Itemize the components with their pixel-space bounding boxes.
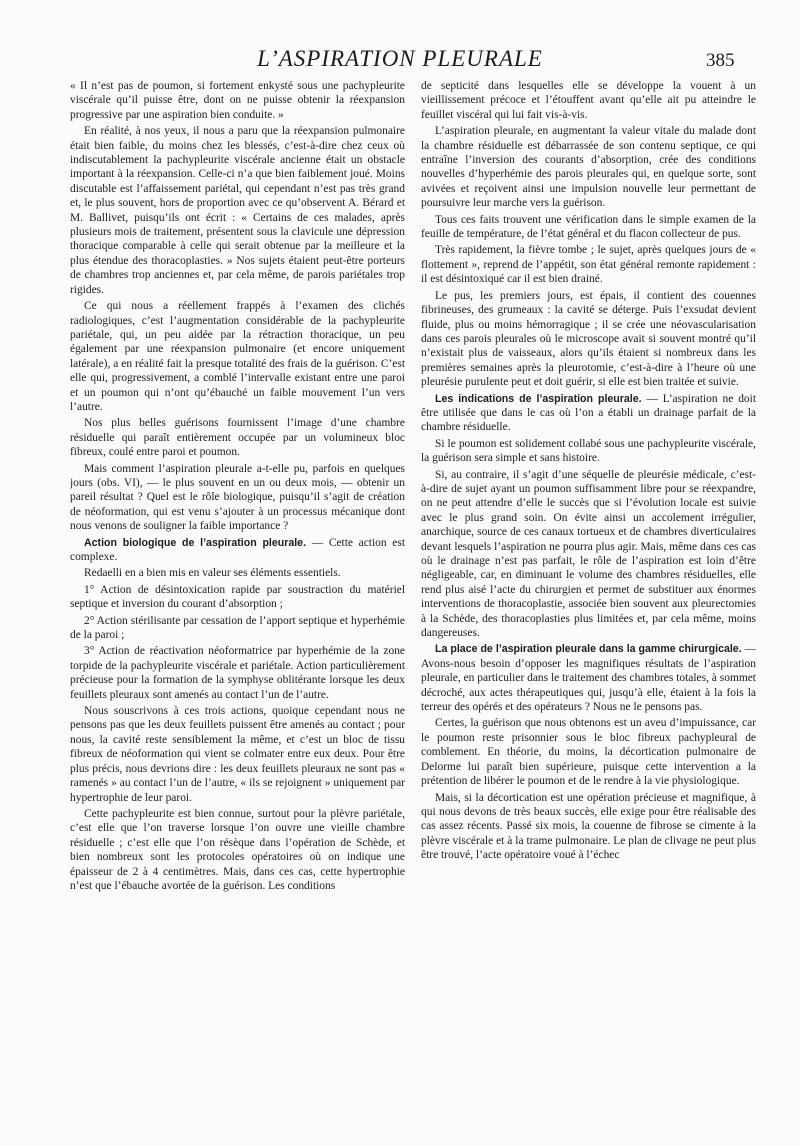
paragraph-text: 3° Action de réactivation néoformatrice par hyperhémie de la zone torpide de la pachypleurite viscérale et pariétale. Action particulièrement précieuse pour la formation de la symphyse oblitérante lorsque les deux feuillets pleuraux sont amenés au contact l’un de l’autre. — [70, 645, 405, 701]
paragraph — [70, 536, 405, 565]
paragraph-text: Tous ces faits trouvent une vérification dans le simple examen de la feuille de température, de l’état général et du flacon collecteur de pus. — [421, 213, 756, 241]
paragraph — [421, 213, 756, 242]
paragraph — [421, 468, 756, 641]
paragraph — [421, 437, 756, 466]
paragraph-text: Nos plus belles guérisons fournissent l’image d’une chambre résiduelle qui paraît entièrement occupée par un volumineux bloc fibreux, coulé entre paroi et poumon. — [70, 417, 405, 459]
paragraph — [70, 807, 405, 893]
paragraph — [421, 124, 756, 210]
paragraph-text: — Cette action est complexe. — [70, 536, 405, 563]
page-number: 385 — [706, 50, 735, 71]
paragraph — [421, 243, 756, 286]
paragraph — [70, 462, 405, 534]
paragraph-text: 1° Action de désintoxication rapide par soustraction du matériel septique et inversion du courant d’absorption ; — [70, 583, 405, 611]
paragraph-text: Le pus, les premiers jours, est épais, il contient des couennes fibrineuses, des grumeaux : la cavité se déterge. Puis l’exsudat devient fluide, plus ou moins hémorragique ; il se crée une néovascularisation dans ces parois pleurales où le microscope avait si souvent montré qu’il n’existait plus de vaisseaux, alors qu’ils étaient si nombreux dans les premières semaines après la pleurotomie, c’est-à-dire à l’heure où une pleurésie purulente peut et doit guérir, si elle est bien traitée et suivie. — [421, 289, 756, 389]
paragraph-text: Si, au contraire, il s’agit d’une séquelle de pleurésie médicale, c’est-à-dire de sujet ayant un poumon suffisamment libre pour se réexpandre, on ne peut attendre d’elle le succès que si l’évolution locale est suivie avec le plus grand soin. On évite ainsi un accolement irrégulier, anarchique, source de ces canaux tortueux et de chambres diverticulaires devant lesquels l’aspiration ne pourra plus agir. Mais, même dans ces cas où le drainage n’est pas parfait, le rôle de l’aspiration est loin d’être négligeable, car, en diminuant le volume des chambres résiduelles, elle rend plus aisé l’acte du chirurgien et permet de substituer aux énormes interventions de thoracoplastie, associée bien souvent aux pleurectomies à la Schède, des thoracoplasties plus limitées et, par cela même, moins dangereuses. — [421, 468, 756, 640]
paragraph — [421, 289, 756, 390]
paragraph-text: L’aspiration pleurale, en augmentant la valeur vitale du malade dont la chambre résiduelle est débarrassée de son contenu septique, ce qui entraîne l’inversion des courants d’absorption, crée des conditions nouvelles d’hyperhémie des parois pleurales qui, en quelque sorte, sont avivées et reçoivent ainsi une impulsion nouvelle leur permettant de poursuivre leur marche vers la guérison. — [421, 125, 756, 210]
paragraph-text: 2° Action stérilisante par cessation de l’apport septique et hyperhémie de la paroi ; — [70, 614, 405, 642]
paragraph-text: Certes, la guérison que nous obtenons est un aveu d’impuissance, car le poumon reste prisonnier sous le bloc fibreux pachypleural de comblement. En théorie, du moins, la décortication pulmonaire de Delorme lui paraît bien supérieure, puisque cette intervention a la prétention de libérer le poumon et de le rendre à la vie physiologique. — [421, 717, 756, 788]
paragraph-text: Si le poumon est solidement collabé sous une pachypleurite viscérale, la guérison sera simple et sans histoire. — [421, 437, 756, 465]
paragraph-text: — L’aspiration ne doit être utilisée que dans le cas où l’on a établi un drainage parfait de la chambre résiduelle. — [421, 392, 756, 434]
paragraph — [70, 583, 405, 612]
paragraph — [70, 299, 405, 414]
paragraph — [70, 124, 405, 297]
paragraph-text: Ce qui nous a réellement frappés à l’examen des clichés radiologiques, c’est l’augmentation considérable de la pachypleurite pariétale, qui, un peu aidée par la rétraction thoracique, un peu également par une réexpansion pulmonaire (et encore uniquement latérale), a en réalité fait la presque totalité des frais de la guérison. C’est elle qui, progressivement, a comblé l’intervalle existant entre une paroi et un poumon qui n’ont qu’ébauché un faible mouvement l’un vers l’autre. — [70, 300, 405, 413]
paragraph-text: Mais, si la décortication est une opération précieuse et magnifique, à qui nous devons de très beaux succès, elle exige pour être réalisable des cas assez récents. Passé six mois, la couenne de fibrose se cimente à la plèvre viscérale et à la trame pulmonaire. Le plan de clivage ne peut plus être trouvé, l’acte opératoire voué à l’échec — [421, 791, 756, 862]
paragraph — [421, 642, 756, 714]
paragraph-text: « Il n’est pas de poumon, si fortement enkysté sous une pachypleurite viscérale qu’il puisse être, dont on ne puisse obtenir la réexpansion progressive par une aspiration bien conduite. » — [70, 80, 405, 121]
paragraph — [421, 392, 756, 435]
paragraph-text: Cette pachypleurite est bien connue, surtout pour la plèvre pariétale, c’est elle que l’on traverse lorsque l’on ouvre une vieille chambre résiduelle ; c’est elle que l’on résèque dans l’opération de Schède, et bien nombreux sont les protocoles opératoires où on indique une épaisseur de 2 à 4 centimètres. Mais, dans ces cas, cette hypertrophie n’est que l’ébauche avortée de la guérison. Les conditions — [70, 807, 405, 892]
paragraph-text: Mais comment l’aspiration pleurale a-t-elle pu, parfois en quelques jours (obs. VI), — le plus souvent en un ou deux mois, — obtenir un pareil résultat ? Quel est le rôle biologique, puisqu’il s’agit de création de néoformation, qui est venu s’ajouter à un processus mécanique dont nous venons de souligner la faible importance ? — [70, 462, 405, 533]
paragraph-text: Nous souscrivons à ces trois actions, quoique cependant nous ne pensons pas que les deux feuillets puissent être amenés au contact ; pour nous, la cavité reste sensiblement la même, et c’est un bloc de tissu fibreux de néoformation qui vient se colmater entre eux deux. Pour être plus précis, nous devrions dire : les deux feuillets pleuraux ne sont pas « ramenés » au contact l’un de l’autre, « ils se rejoignent » uniquement par hypertrophie de leur paroi. — [70, 705, 405, 804]
section-heading: La place de l’aspiration pleurale dans la gamme chirurgicale. — [435, 643, 742, 656]
right-column — [421, 79, 756, 1139]
paragraph — [70, 704, 405, 805]
paragraph — [421, 79, 756, 122]
paragraph-text: Très rapidement, la fièvre tombe ; le sujet, après quelques jours de « flottement », reprend de l’appétit, son état général remonte rapidement : il est désintoxiqué car il est bien drainé. — [421, 244, 756, 286]
paragraph — [70, 79, 405, 122]
paragraph-text: En réalité, à nos yeux, il nous a paru que la réexpansion pulmonaire était bien faible, du moins chez les blessés, c’est-à-dire chez ceux où indiscutablement la pachypleurite viscérale ancienne était un obstacle important à la réexpansion. Celle-ci n’a que bien faiblement joué. Moins discutable est l’affaissement pariétal, qui cependant n’est pas très grand et, le plus souvent, hors de proportion avec ce qu’observent A. Bérard et M. Ballivet, puisqu’ils ont écrit : « Certains de ces malades, après plusieurs mois de traitement, présentent sous la clavicule une dépression thoracique comparable à celle qui serait obtenue par la meilleure et la plus étendue des thoracoplasties. » Nos sujets étaient peut-être porteurs de chambres trop anciennes et, par cela même, de parois pariétales trop rigides. — [70, 125, 405, 296]
paragraph — [421, 791, 756, 863]
paragraph — [70, 566, 405, 580]
left-column — [70, 79, 405, 1139]
section-heading: Les indications de l’aspiration pleurale. — [435, 392, 642, 405]
running-title: L’ASPIRATION PLEURALE — [257, 46, 543, 71]
paragraph-text: Redaelli en a bien mis en valeur ses éléments essentiels. — [84, 567, 341, 580]
section-heading: Action biologique de l’aspiration pleurale. — [84, 536, 307, 549]
paragraph — [70, 416, 405, 459]
paragraph — [421, 716, 756, 788]
paragraph-text: — Avons-nous besoin d’opposer les magnifiques résultats de l’aspiration pleurale, en particulier dans le traitement des chambres totales, à sommet décroché, aux actes thérapeutiques qui, jusqu’à elle, étaient à la fois la terreur des opérés et des opérateurs ? Nous ne le pensons pas. — [421, 643, 756, 714]
paragraph — [70, 614, 405, 643]
paragraph — [70, 644, 405, 702]
paragraph-text: de septicité dans lesquelles elle se développe la vouent à un vieillissement précoce et l’étouffent avant qu’elle ait pu atteindre le feuillet viscéral qui lui fait vis-à-vis. — [421, 80, 756, 121]
